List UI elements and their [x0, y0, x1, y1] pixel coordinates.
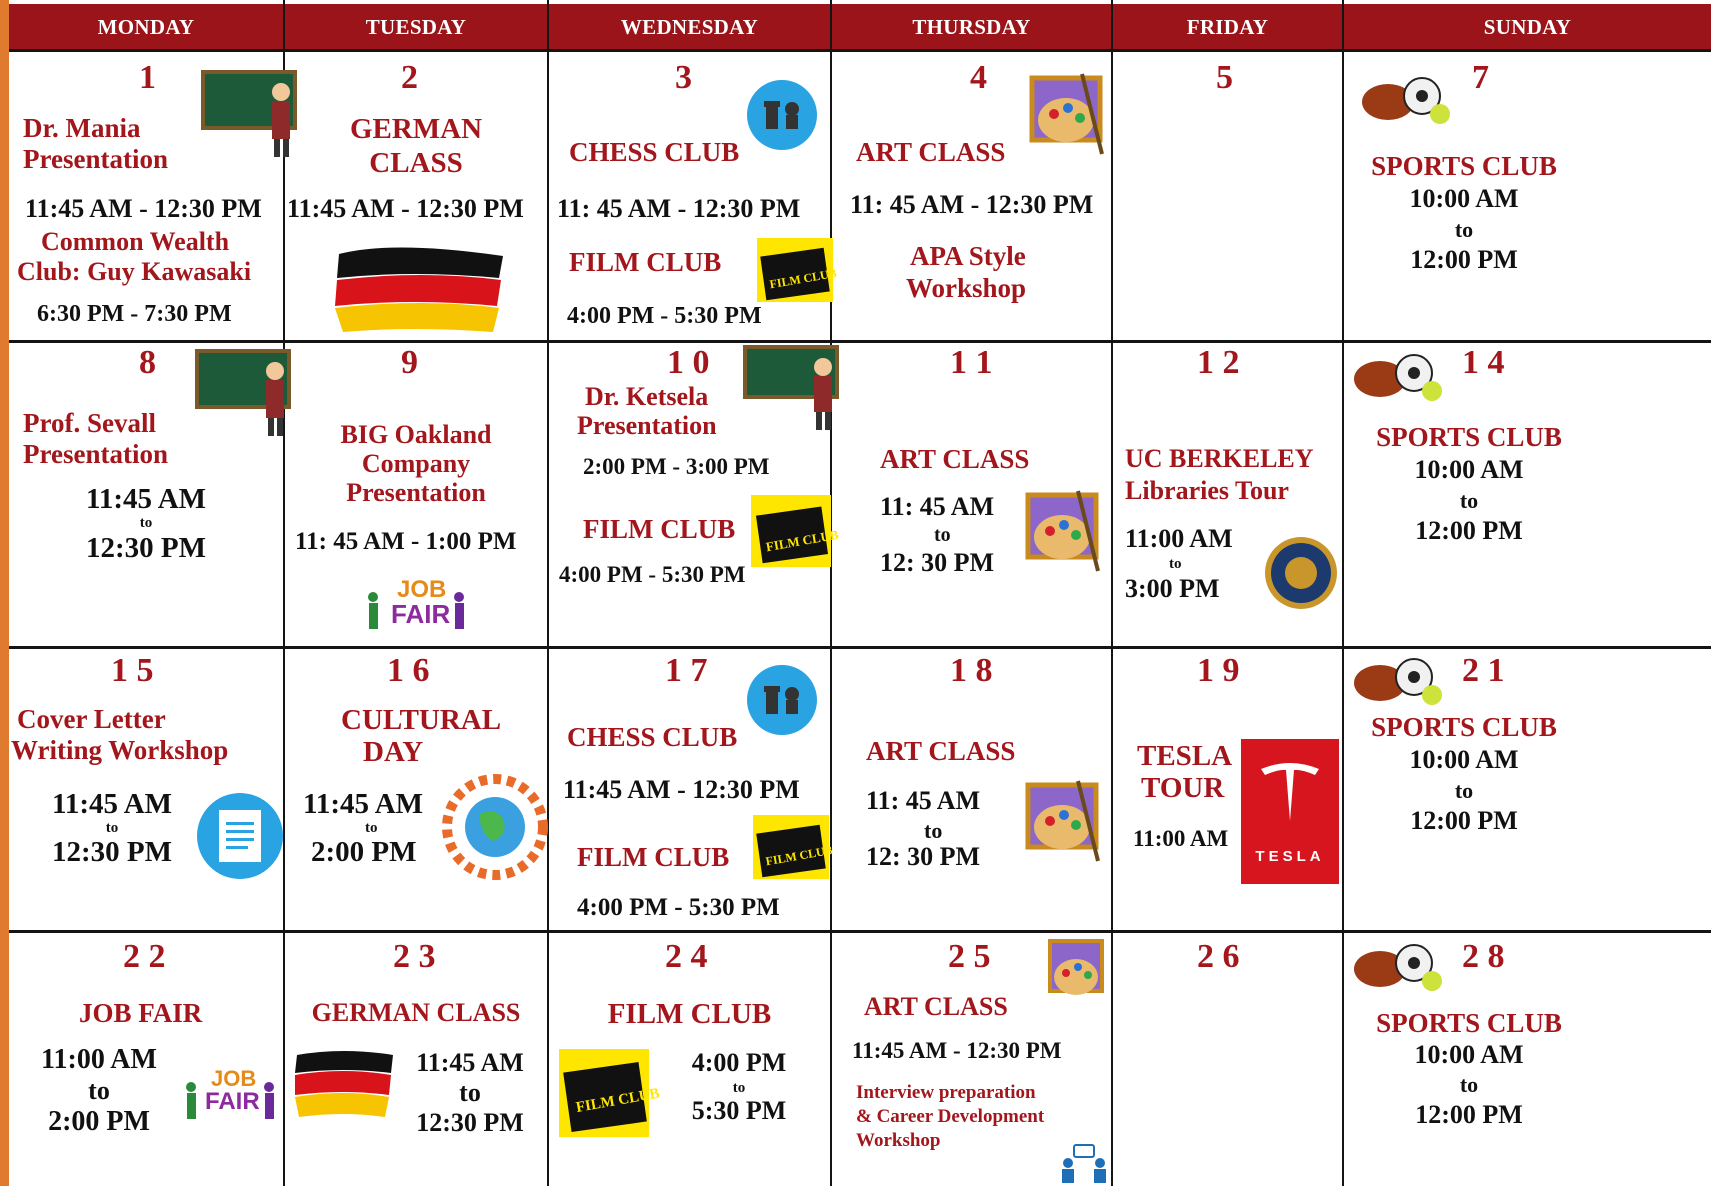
event-time: 2:00 PM: [311, 836, 417, 868]
event-time: 12:30 PM: [86, 532, 206, 564]
event-time: 11:00 AM: [41, 1044, 157, 1075]
svg-text:FILM CLUB: FILM CLUB: [764, 526, 840, 555]
sports-balls-icon: [1352, 349, 1446, 403]
day-header-monday: MONDAY: [9, 4, 283, 50]
day-number: 1 7: [665, 652, 708, 689]
day-number: 2 5: [948, 938, 991, 975]
day-cell-21[interactable]: [1344, 649, 1711, 930]
germany-flag-icon: [293, 1045, 397, 1121]
event-time: 12: 30 PM: [880, 548, 995, 577]
day-number: 2 8: [1462, 938, 1505, 975]
day-cell-26[interactable]: [1113, 933, 1342, 1186]
event-title: ART CLASS: [866, 736, 1016, 766]
event-time: 11:00 AM: [1133, 826, 1229, 851]
event-title: CULTURAL: [341, 704, 502, 736]
event-title: CLASS: [369, 147, 463, 179]
tesla-logo-text: TESLA: [1255, 848, 1325, 865]
day-cell-12[interactable]: [1113, 343, 1342, 646]
day-number: 1 9: [1197, 652, 1240, 689]
day-cell-28[interactable]: [1344, 933, 1711, 1186]
event-title: FILM CLUB: [569, 247, 722, 277]
day-header-friday: FRIDAY: [1113, 4, 1342, 50]
event-time: 12:00 PM: [1415, 516, 1523, 545]
event-time-separator: to: [1454, 778, 1474, 803]
day-cell-11[interactable]: [832, 343, 1111, 646]
film-clapper-icon: [753, 815, 834, 879]
event-time: 2:00 PM - 3:00 PM: [583, 454, 770, 479]
event-time: 4:00 PM: [691, 1048, 787, 1077]
event-title: Workshop: [906, 273, 1027, 303]
event-title: GERMAN CLASS: [311, 998, 521, 1027]
day-cell-14[interactable]: [1344, 343, 1711, 646]
event-time: 10:00 AM: [1409, 184, 1519, 213]
event-title: Club: Guy Kawasaki: [17, 257, 252, 286]
event-title: Dr. Mania: [23, 113, 141, 143]
event-title: DAY: [363, 736, 424, 768]
day-cell-8[interactable]: [9, 343, 283, 646]
event-time-separator: to: [1454, 217, 1474, 242]
event-title: Cover Letter: [17, 704, 166, 734]
event-title: APA Style: [910, 241, 1026, 271]
day-number: 1 2: [1197, 344, 1240, 381]
art-palette-icon: [1020, 775, 1106, 867]
event-time-separator: to: [88, 1076, 110, 1105]
day-number: 8: [139, 344, 156, 381]
event-time-separator: to: [105, 820, 119, 836]
event-time: 11:45 AM: [303, 788, 424, 820]
event-time: 4:00 PM - 5:30 PM: [577, 894, 780, 921]
day-number: 1: [139, 59, 156, 96]
chess-icon: [747, 80, 817, 150]
event-title: CHESS CLUB: [567, 722, 738, 752]
germany-flag-icon: [333, 240, 509, 336]
event-time: 10:00 AM: [1414, 1040, 1524, 1069]
event-title: Presentation: [23, 439, 168, 469]
event-time: 6:30 PM - 7:30 PM: [37, 301, 232, 327]
job-fair-icon: JOB FAIR: [181, 1067, 281, 1123]
event-title: JOB FAIR: [79, 998, 203, 1028]
event-title: Company: [361, 449, 471, 478]
teacher-blackboard-icon: [195, 343, 295, 443]
day-cell-3[interactable]: [549, 52, 838, 340]
art-palette-icon: [1020, 485, 1106, 577]
day-cell-23[interactable]: [285, 933, 547, 1186]
event-time: 11:45 AM: [85, 483, 207, 515]
uc-berkeley-seal-icon: [1263, 533, 1339, 613]
event-time-separator: to: [1169, 556, 1182, 572]
event-title: ART CLASS: [864, 992, 1008, 1021]
day-header-sunday: SUNDAY: [1344, 4, 1711, 50]
day-number: 2 2: [123, 938, 166, 975]
event-time: 11:45 AM: [416, 1048, 524, 1077]
day-cell-24[interactable]: [549, 933, 830, 1186]
job-fair-icon: JOB FAIR: [363, 577, 473, 635]
day-cell-18[interactable]: [832, 649, 1111, 930]
art-palette-icon: [1024, 68, 1110, 160]
event-time: 12:00 PM: [1410, 245, 1518, 274]
day-cell-10[interactable]: [549, 343, 840, 646]
event-time: 12:30 PM: [416, 1108, 524, 1137]
day-header-wednesday: WEDNESDAY: [549, 4, 830, 50]
event-title: Interview preparation: [856, 1082, 1036, 1103]
event-time: 10:00 AM: [1409, 745, 1519, 774]
film-clapper-icon: [757, 238, 838, 302]
event-title: FILM CLUB: [607, 998, 772, 1030]
day-cell-2[interactable]: [285, 52, 547, 340]
day-number: 4: [970, 59, 987, 96]
day-cell-19[interactable]: [1113, 649, 1342, 930]
event-title: TESLA: [1137, 740, 1233, 772]
event-title: UC BERKELEY: [1125, 444, 1314, 473]
event-title: Writing Workshop: [11, 735, 229, 765]
event-title: SPORTS CLUB: [1371, 151, 1557, 181]
sports-balls-icon: [1360, 72, 1454, 126]
day-number: 7: [1472, 59, 1489, 96]
sports-balls-icon: [1352, 939, 1446, 993]
event-title: Common Wealth: [41, 227, 230, 256]
event-time-separator: to: [139, 515, 153, 531]
day-number: 2 4: [665, 938, 708, 975]
day-number: 1 0: [667, 344, 710, 381]
day-cell-5[interactable]: [1113, 52, 1342, 340]
globe-people-icon: [443, 775, 547, 879]
event-time: 11:00 AM: [1125, 524, 1233, 553]
day-number: 2 1: [1462, 652, 1505, 689]
event-time-separator: to: [924, 818, 943, 843]
svg-text:FILM CLUB: FILM CLUB: [574, 1085, 661, 1117]
event-time: 12:00 PM: [1415, 1100, 1523, 1129]
day-number: 1 1: [950, 344, 993, 381]
event-time: 4:00 PM - 5:30 PM: [559, 562, 746, 587]
day-number: 1 8: [950, 652, 993, 689]
event-title: Prof. Sevall: [23, 408, 156, 438]
event-title: BIG Oakland: [340, 420, 492, 449]
day-number: 1 4: [1462, 344, 1505, 381]
event-title: FILM CLUB: [583, 514, 736, 544]
event-time-separator: to: [732, 1080, 746, 1096]
film-clapper-icon: [751, 495, 840, 567]
event-title: GERMAN: [349, 113, 483, 145]
event-time-separator: to: [1459, 488, 1479, 513]
document-icon: [197, 793, 283, 879]
event-time: 11:45 AM: [51, 788, 173, 820]
event-time: 11: 45 AM - 12:30 PM: [850, 190, 1094, 219]
film-clapper-icon: [559, 1049, 661, 1137]
interview-icon: [1058, 1143, 1110, 1185]
event-time: 12: 30 PM: [866, 842, 981, 871]
chess-icon: [747, 665, 817, 735]
event-title: CHESS CLUB: [569, 137, 740, 167]
event-time: 5:30 PM: [691, 1096, 787, 1125]
day-number: 1 6: [387, 652, 430, 689]
event-title: ART CLASS: [880, 444, 1030, 474]
event-time: 4:00 PM - 5:30 PM: [567, 303, 762, 329]
event-time-separator: to: [459, 1078, 481, 1107]
event-time: 11: 45 AM: [880, 492, 995, 521]
day-number: 2 6: [1197, 938, 1240, 975]
event-time-separator: to: [1459, 1072, 1479, 1097]
event-title: ART CLASS: [856, 137, 1006, 167]
event-title: FILM CLUB: [577, 842, 730, 872]
day-header-thursday: THURSDAY: [832, 4, 1111, 50]
teacher-blackboard-icon: [743, 343, 843, 443]
event-time: 11: 45 AM: [866, 786, 981, 815]
event-title: TOUR: [1141, 772, 1225, 804]
event-time: 11: 45 AM - 12:30 PM: [557, 194, 801, 223]
day-number: 1 5: [111, 652, 154, 689]
day-number: 3: [675, 59, 692, 96]
tesla-logo-icon: [1241, 739, 1339, 884]
event-time-separator: to: [365, 820, 378, 836]
day-number: 2: [401, 59, 418, 96]
event-title: SPORTS CLUB: [1376, 422, 1562, 452]
event-title: SPORTS CLUB: [1376, 1008, 1562, 1038]
day-cell-25[interactable]: [832, 933, 1111, 1186]
day-cell-22[interactable]: [9, 933, 283, 1186]
event-title: Presentation: [23, 144, 168, 174]
event-title: Workshop: [856, 1130, 941, 1151]
event-title: SPORTS CLUB: [1371, 712, 1557, 742]
event-time: 10:00 AM: [1414, 455, 1524, 484]
event-time: 11:45 AM - 12:30 PM: [563, 775, 800, 804]
event-time: 3:00 PM: [1125, 574, 1220, 603]
event-time: 12:00 PM: [1410, 806, 1518, 835]
day-header-tuesday: TUESDAY: [285, 4, 547, 50]
event-time: 11:45 AM - 12:30 PM: [287, 194, 524, 223]
left-accent-stripe: [0, 0, 9, 1186]
day-number: 5: [1216, 59, 1233, 96]
svg-text:FILM CLUB: FILM CLUB: [764, 842, 834, 869]
event-title: Presentation: [346, 478, 486, 507]
event-time: 11:45 AM - 12:30 PM: [25, 194, 262, 223]
event-title: Libraries Tour: [1125, 476, 1289, 505]
event-time: 12:30 PM: [52, 836, 172, 868]
day-cell-4[interactable]: [832, 52, 1111, 340]
day-cell-9[interactable]: [285, 343, 547, 646]
day-number: 9: [401, 344, 418, 381]
day-cell-17[interactable]: [549, 649, 834, 930]
day-cell-15[interactable]: [9, 649, 283, 930]
day-cell-1[interactable]: [9, 52, 283, 340]
event-time: 11:45 AM - 12:30 PM: [852, 1038, 1062, 1063]
event-time-separator: to: [934, 524, 951, 546]
day-number: 2 3: [393, 938, 436, 975]
day-cell-7[interactable]: [1344, 52, 1711, 340]
day-cell-16[interactable]: [285, 649, 547, 930]
event-time: 11: 45 AM - 1:00 PM: [295, 528, 517, 555]
calendar-grid: [9, 0, 1711, 1186]
sports-balls-icon: [1352, 653, 1446, 707]
svg-text:FILM CLUB: FILM CLUB: [768, 265, 838, 292]
event-title: Presentation: [577, 411, 717, 440]
event-time: 2:00 PM: [48, 1106, 150, 1137]
art-palette-icon: [1044, 933, 1108, 1013]
event-title: & Career Development: [856, 1106, 1045, 1127]
event-title: Dr. Ketsela: [585, 382, 709, 411]
